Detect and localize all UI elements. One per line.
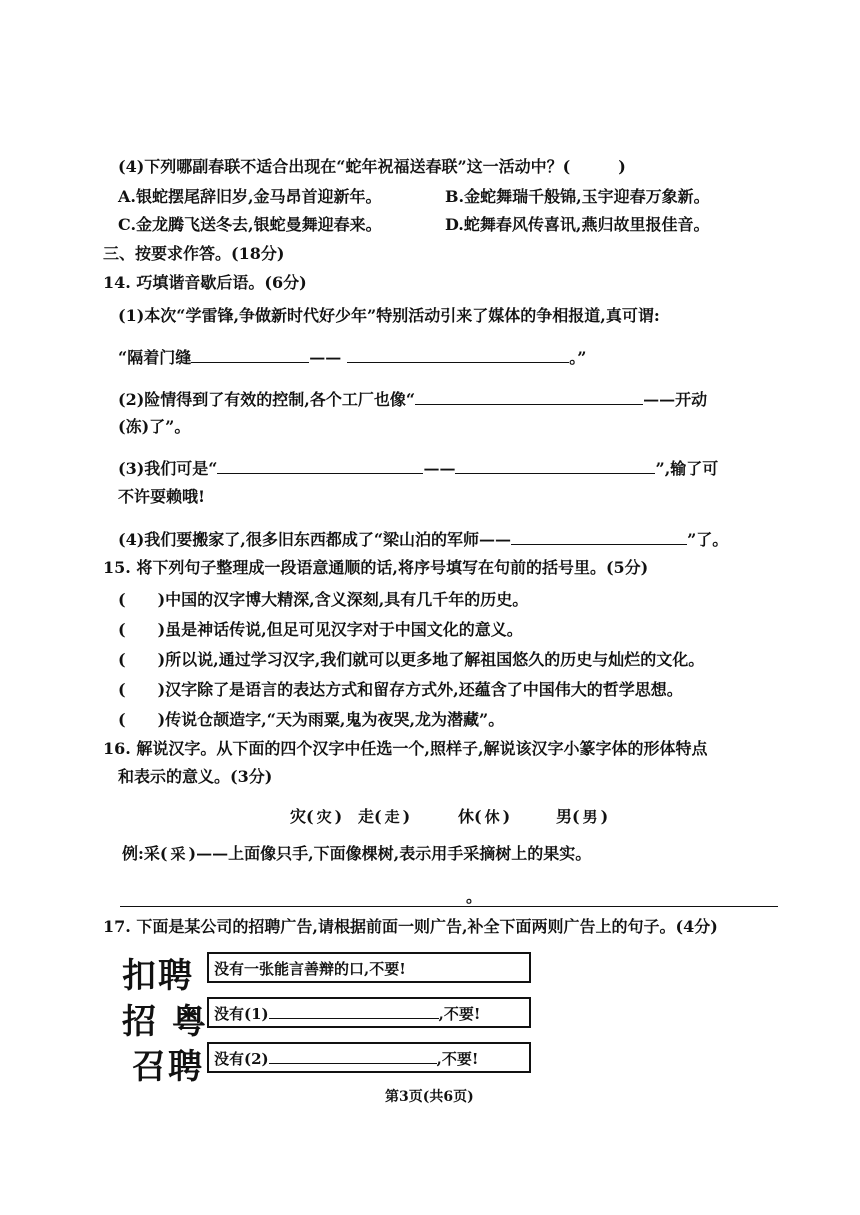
seal-script-glyph: 灾: [316, 808, 332, 826]
q14-p2-cont: (冻)了”。: [118, 417, 191, 436]
q15-item: ( )所以说,通过学习汉字,我们就可以更多地了解祖国悠久的历史与灿烂的文化。: [118, 650, 705, 669]
q14-p1-dash: ——: [309, 348, 342, 367]
q16-char-1: 灾( 灾 ): [290, 807, 343, 826]
ad-2-blank[interactable]: [269, 1004, 439, 1019]
q15-item: ( )虽是神话传说,但足可见汉字对于中国文化的意义。: [118, 620, 523, 639]
q14-p2-end: ——开动: [643, 390, 708, 409]
q16-answer-line[interactable]: [120, 906, 778, 907]
q15-item: ( )汉字除了是语言的表达方式和留存方式外,还蕴含了中国伟大的哲学思想。: [118, 680, 683, 699]
q14-p2-line: [118, 388, 707, 411]
q16-title-2: 和表示的意义。(3分): [118, 767, 273, 786]
ad-3-calligraphy: 召聘: [132, 1047, 204, 1087]
q17-title: 17. 下面是某公司的招聘广告,请根据前面一则广告,补全下面两则广告上的句子。(4分): [103, 917, 718, 936]
q14-p4-line: [118, 528, 728, 551]
ad-2-text-start: 没有(1): [214, 1005, 269, 1023]
ad-1-text: 没有一张能言善辩的口,不要!: [214, 960, 406, 978]
q14-p1-end: 。”: [569, 348, 587, 367]
ad-3-blank[interactable]: [269, 1049, 437, 1064]
seal-script-glyph: 采: [170, 845, 186, 863]
option-b: B.金蛇舞瑞千般锦,玉宇迎春万象新。: [445, 187, 710, 206]
q14-p1-blank-1[interactable]: [191, 346, 309, 363]
q15-item: ( )传说仓颉造字,“天为雨粟,鬼为夜哭,龙为潜藏”。: [118, 710, 505, 729]
q14-p1-line: [118, 346, 586, 369]
ad-2-box: [207, 997, 531, 1028]
ad-1-calligraphy: 扣聘: [122, 956, 194, 996]
q16-title-1: 16. 解说汉字。从下面的四个汉字中任选一个,照样子,解说该汉字小篆字体的形体特点: [103, 739, 708, 758]
ad-3-text-start: 没有(2): [214, 1050, 269, 1068]
q15-title: 15. 将下列句子整理成一段语意通顺的话,将序号填写在句前的括号里。(5分): [103, 558, 649, 577]
q14-p4-start: (4)我们要搬家了,很多旧东西都成了“梁山泊的军师——: [118, 530, 512, 549]
ad-3-box: [207, 1042, 531, 1073]
q14-p1-blank-2[interactable]: [347, 346, 569, 363]
q14-p3-line: [118, 457, 718, 480]
option-d: D.蛇舞春风传喜讯,燕归故里报佳音。: [445, 215, 710, 234]
q14-p3-cont: 不许耍赖哦!: [118, 487, 206, 506]
page-number: 第3页(共6页): [385, 1089, 474, 1105]
q14-p3-start: (3)我们可是“: [118, 459, 218, 478]
q14-p3-end: ”,输了可: [655, 459, 719, 478]
q14-p3-blank-1[interactable]: [217, 457, 423, 474]
seal-script-glyph: 走: [384, 808, 400, 826]
ad-2-text-end: ,不要!: [438, 1005, 481, 1023]
q15-item: ( )中国的汉字博大精深,含义深刻,具有几千年的历史。: [118, 590, 529, 609]
q14-p1-start: “隔着门缝: [118, 348, 192, 367]
q14-p3-dash: ——: [423, 459, 456, 478]
q14-p4-blank[interactable]: [511, 528, 687, 545]
q14-p4-end: ”了。: [687, 530, 729, 549]
seal-script-glyph: 休: [484, 808, 500, 826]
ad-1-box: [207, 952, 531, 983]
q14-p2-blank[interactable]: [415, 388, 643, 405]
q14-title: 14. 巧填谐音歇后语。(6分): [103, 273, 307, 292]
q16-example: 例:采( 采 )——上面像只手,下面像棵树,表示用手采摘树上的果实。: [122, 844, 592, 863]
option-c: C.金龙腾飞送冬去,银蛇曼舞迎春来。: [118, 215, 382, 234]
option-a: A.银蛇摆尾辞旧岁,金马昂首迎新年。: [118, 187, 382, 206]
section3-title: 三、按要求作答。(18分): [103, 244, 285, 263]
q13-4-question: (4)下列哪副春联不适合出现在“蛇年祝福送春联”这一活动中？( ): [118, 157, 626, 176]
ad-2-calligraphy: 招 粤: [122, 1002, 208, 1042]
q14-p2-start: (2)险情得到了有效的控制,各个工厂也像“: [118, 390, 416, 409]
q16-char-4: 男( 男 ): [556, 807, 609, 826]
q16-char-3: 休( 休 ): [458, 807, 511, 826]
ad-3-text-end: ,不要!: [436, 1050, 479, 1068]
q16-char-2: 走( 走 ): [358, 807, 411, 826]
q14-p1-text: (1)本次“学雷锋,争做新时代好少年”特别活动引来了媒体的争相报道,真可谓:: [118, 306, 660, 325]
q14-p3-blank-2[interactable]: [455, 457, 655, 474]
q16-answer-end: 。: [466, 887, 483, 906]
seal-script-glyph: 男: [582, 808, 598, 826]
